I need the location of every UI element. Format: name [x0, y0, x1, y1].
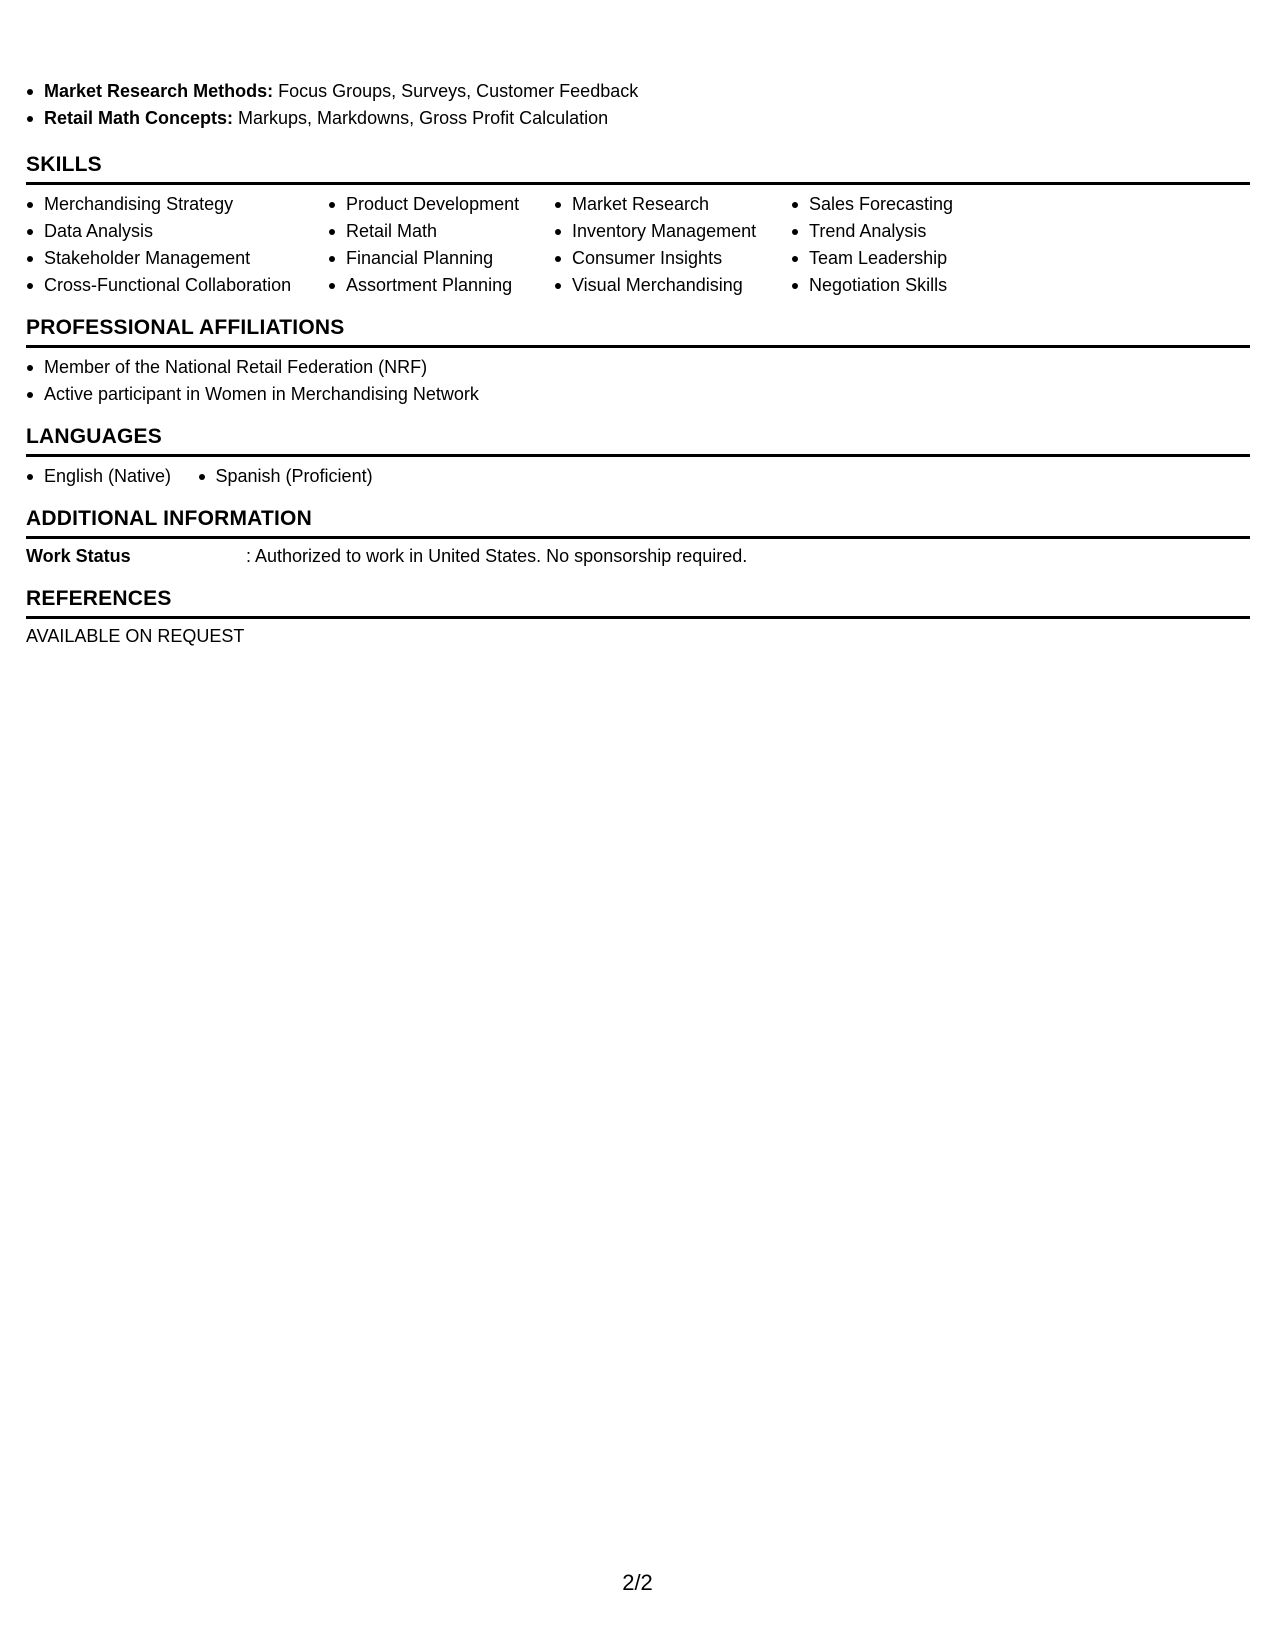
skill-item: Consumer Insights	[554, 245, 791, 272]
skill-item: Financial Planning	[328, 245, 554, 272]
skills-column	[791, 191, 991, 299]
skill-item: Trend Analysis	[791, 218, 991, 245]
skill-item: Negotiation Skills	[791, 272, 991, 299]
language-item: English (Native)	[26, 463, 171, 490]
list-item: Active participant in Women in Merchandising Network	[26, 381, 1250, 408]
item-label: Retail Math Concepts:	[44, 108, 234, 128]
additional-section	[26, 506, 1250, 570]
skill-item: Visual Merchandising	[554, 272, 791, 299]
languages-section	[26, 424, 1250, 490]
skill-item: Cross-Functional Collaboration	[26, 272, 328, 299]
list-item	[26, 78, 1250, 105]
item-label: Market Research Methods:	[44, 81, 274, 101]
page-number: 2/2	[622, 1570, 653, 1595]
affiliations-list	[26, 348, 1250, 408]
skills-column	[26, 191, 328, 299]
skills-column	[328, 191, 554, 299]
intro-list	[26, 78, 1250, 132]
list-item	[26, 105, 1250, 132]
skill-item: Retail Math	[328, 218, 554, 245]
skill-item: Market Research	[554, 191, 791, 218]
skill-item: Inventory Management	[554, 218, 791, 245]
skill-item: Stakeholder Management	[26, 245, 328, 272]
work-status-value: : Authorized to work in United States. No sponsorship required.	[246, 546, 748, 566]
affiliations-section	[26, 315, 1250, 408]
skills-column	[554, 191, 791, 299]
skill-item: Sales Forecasting	[791, 191, 991, 218]
language-item: Spanish (Proficient)	[198, 463, 373, 490]
section-title: ADDITIONAL INFORMATION	[26, 506, 1250, 539]
item-text: Markups, Markdowns, Gross Profit Calculation	[233, 108, 609, 128]
section-title: REFERENCES	[26, 586, 1250, 619]
list-item: Member of the National Retail Federation (NRF)	[26, 354, 1250, 381]
work-status-row	[26, 539, 1250, 570]
skill-item: Data Analysis	[26, 218, 328, 245]
section-title: LANGUAGES	[26, 424, 1250, 457]
references-section	[26, 586, 1250, 650]
skills-grid	[26, 185, 1250, 299]
skill-item: Team Leadership	[791, 245, 991, 272]
section-title: PROFESSIONAL AFFILIATIONS	[26, 315, 1250, 348]
section-title: SKILLS	[26, 152, 1250, 185]
references-text: AVAILABLE ON REQUEST	[26, 626, 245, 646]
languages-row	[26, 457, 1250, 490]
work-status-label: Work Status	[26, 546, 131, 566]
skill-item: Product Development	[328, 191, 554, 218]
languages-list	[26, 463, 395, 490]
skill-item: Merchandising Strategy	[26, 191, 328, 218]
item-text: Focus Groups, Surveys, Customer Feedback	[273, 81, 639, 101]
resume-page	[26, 78, 1250, 650]
skills-section	[26, 152, 1250, 299]
skill-item: Assortment Planning	[328, 272, 554, 299]
